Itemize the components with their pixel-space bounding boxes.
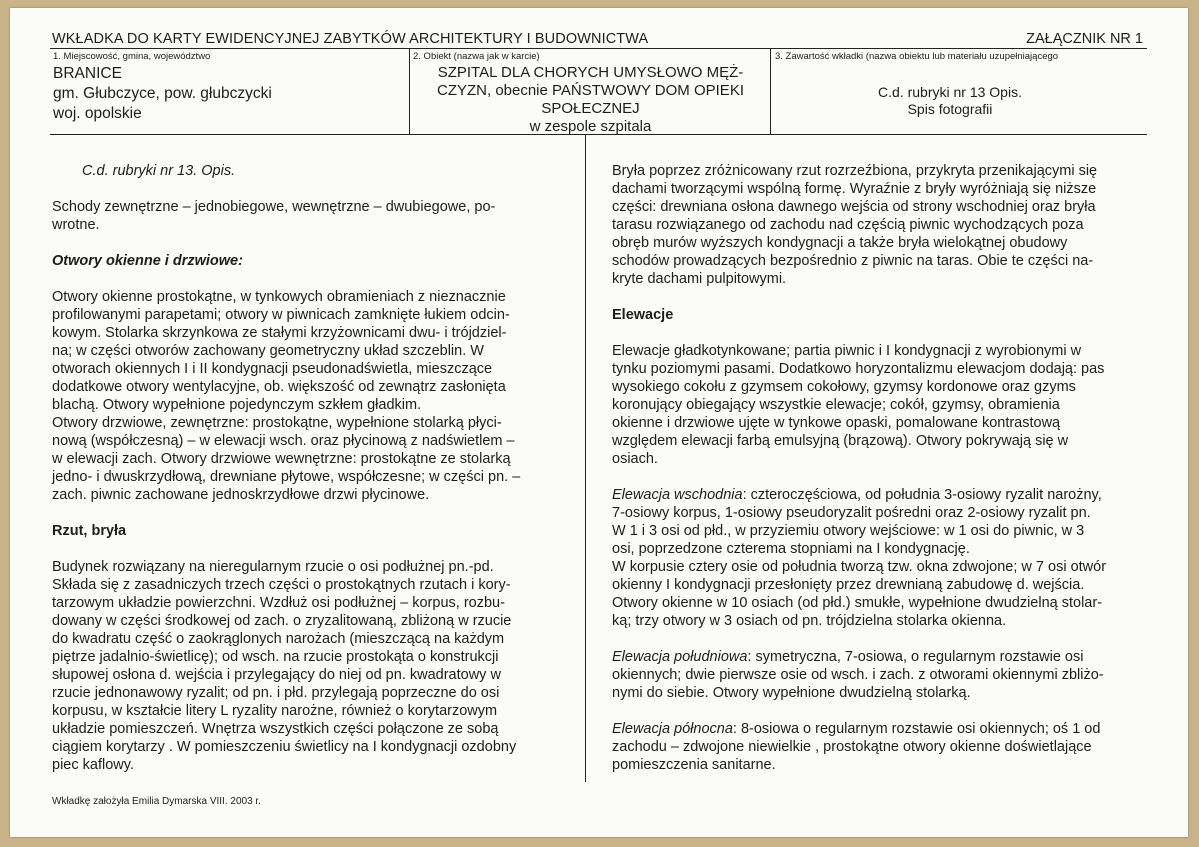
right-column: [612, 162, 1139, 774]
continuation-heading: C.d. rubryki nr 13. Opis.: [82, 163, 236, 179]
text-line: okienne i drzwiowe ujęte w tynkowe opaski, pomalowane kontrastową: [612, 415, 1061, 431]
object-line: SPOŁECZNEJ: [541, 100, 640, 117]
text-line: względem elewacji farbą emulsyjną (brązową). Otwory pokrywają się w: [612, 433, 1069, 449]
location-line: woj. opolskie: [53, 105, 142, 122]
text-line: części: drewniana osłona dawnego wejścia od strony wschodniej oraz bryła: [612, 199, 1096, 215]
openings-paragraph-1: [52, 288, 562, 414]
box1-caption: 1. Miejscowość, gmina, województwo: [53, 51, 211, 62]
text-line: dodatkowe otwory wentylacyjne, ob. większość od zewnątrz zasłonięta: [52, 379, 506, 395]
text-line: wrotne.: [52, 217, 100, 233]
text-line: nymi do siebie. Otwory wypełnione dwudzielną stolarką.: [612, 685, 971, 701]
text-line: pomieszczenia sanitarne.: [612, 757, 776, 773]
text-line: nową (współczesną) – w elewacji wsch. oraz płycinową z nadświetlem –: [52, 433, 515, 449]
text-line: [612, 486, 1139, 504]
text-line: Schody zewnętrzne – jednobiegowe, wewnętrzne – dwubiegowe, po-: [52, 199, 496, 215]
text-line: zach. piwnic zachowane jednoskrzydłowe drzwi płycinowe.: [52, 487, 430, 503]
stairs-paragraph: [52, 198, 562, 234]
text-line: piętrze jadalnio-świetlicę); od wsch. na rzucie prostokąta o konstrukcji: [52, 649, 499, 665]
box3-caption: 3. Zawartość wkładki (nazwa obiektu lub materiału uzupełniającego: [775, 51, 1059, 62]
text-line: W korpusie cztery osie od południa tworzą tzw. okna zdwojone; w 7 osi otwór: [612, 559, 1107, 575]
contents-cell: [775, 84, 1125, 118]
elevations-paragraph: [612, 342, 1139, 468]
text-line: ciągiem korytarzy . W pomieszczeniu świetlicy na I kondygnacji ozdobny: [52, 739, 517, 755]
east-elevation-label: Elewacja wschodnia: [612, 487, 743, 503]
south-elevation-label: Elewacja południowa: [612, 649, 748, 665]
text-line: w elewacji zach. Otwory drzwiowe wewnętrzne: prostokątne ze stolarką: [52, 451, 511, 467]
text-line: piec kaflowy.: [52, 757, 134, 773]
section-heading-plan: Rzut, bryła: [52, 523, 127, 539]
massing-paragraph: [612, 162, 1139, 288]
text-fragment: : 8-osiowa o regularnym rozstawie osi okiennych; oś 1 od: [732, 721, 1101, 737]
text-line: ką; trzy otwory w 3 osiach od pn. trójdzielna stolarka okienna.: [612, 613, 1007, 629]
text-line: na; w części otworów zachowany geometryczny układ szczeblin. W: [52, 343, 484, 359]
object-line: CZYZN, obecnie PAŃSTWOWY DOM OPIEKI: [436, 82, 744, 99]
text-line: okiennych; dwie pierwsze osie od wsch. i zach. z otworami okiennymi zbliżo-: [612, 667, 1104, 683]
text-line: otworach okiennych I i II kondygnacji pseudonadświetla, mieszczące: [52, 361, 493, 377]
text-line: do kwadratu część o zaokrąglonych narożach (mieszczącą na każdym: [52, 631, 505, 647]
header-separator-1: [409, 48, 410, 134]
document-title: WKŁADKA DO KARTY EWIDENCYJNEJ ZABYTKÓW ARCHITEKTURY I BUDOWNICTWA: [52, 31, 649, 47]
text-line: Budynek rozwiązany na nieregularnym rzucie o osi podłużnej pn.-pd.: [52, 559, 494, 575]
text-line: obręb murów wyższych kondygnacji a także bryła wielokątnej obudowy: [612, 235, 1068, 251]
text-line: okienny I kondygnacji przesłonięty przez drewnianą zabudowę d. wejścia.: [612, 577, 1085, 593]
text-line: tarasu rozwiązanego od zachodu nad częścią piwnic wychodzących poza: [612, 217, 1084, 233]
contents-line: C.d. rubryki nr 13 Opis.: [878, 84, 1022, 100]
text-line: [612, 648, 1139, 666]
contents-line: Spis fotografii: [907, 101, 993, 117]
text-line: zachodu – zdwojone niewielkie , prostokątne otwory okienne doświetlające: [612, 739, 1092, 755]
north-elevation-label: Elewacja północna: [612, 721, 733, 737]
section-heading-openings: Otwory okienne i drzwiowe:: [52, 253, 243, 269]
header-rule: [50, 48, 1147, 49]
text-line: profilowanymi parapetami; otwory w piwnicach zamknięte łukiem odcin-: [52, 307, 510, 323]
text-line: Otwory drzwiowe, zewnętrzne: prostokątne, wypełnione stolarką płyci-: [52, 415, 502, 431]
text-line: tynku poziomymi pasami. Dodatkowo horyzontalizmu elewacjom dodają: pas: [612, 361, 1105, 377]
text-line: Otwory okienne prostokątne, w tynkowych obramieniach z nieznacznie: [52, 289, 506, 305]
object-cell: [413, 64, 768, 136]
text-line: Składa się z zasadniczych trzech części o prostokątnych rzutach i kory-: [52, 577, 511, 593]
location-cell: [53, 64, 398, 124]
text-line: 7-osiowy korpus, 1-osiowy pseudoryzalit pośredni oraz 2-osiowy ryzalit pn.: [612, 505, 1091, 521]
annex-label: ZAŁĄCZNIK NR 1: [1026, 31, 1143, 47]
text-line: Bryła poprzez zróżnicowany rzut rozrzeźbiona, przykryta przenikającymi się: [612, 163, 1098, 179]
column-separator: [585, 134, 586, 782]
text-line: jedno- i dwuskrzydłową, drewniane płytowe, współczesne; w części pn. –: [52, 469, 521, 485]
plan-paragraph: [52, 558, 562, 774]
text-line: blachą. Otwory wypełnione pojedynczym szkłem gładkim.: [52, 397, 422, 413]
text-line: tarzowym układzie powierzchni. Wzdłuż osi podłużnej – korpus, rozbu-: [52, 595, 505, 611]
object-line: w zespole szpitala: [529, 118, 652, 135]
left-column: [52, 162, 562, 774]
text-line: rzucie jednonawowy ryzalit; od pn. i płd. przylegają poprzeczne do osi: [52, 685, 500, 701]
header-separator-2: [770, 48, 771, 134]
footer-note: Wkładkę założyła Emilia Dymarska VIII. 2003 r.: [52, 796, 261, 807]
text-line: korpusu, w kształcie litery L ryzality narożne, również o korytarzowym: [52, 703, 498, 719]
text-line: kowym. Stolarka skrzynkowa ze stałymi krzyżownicami dwu- i trójdziel-: [52, 325, 507, 341]
south-elevation-paragraph: [612, 648, 1139, 702]
text-line: dachami tworzącymi wspólną formę. Wyraźnie z bryły wyróżniają się niższe: [612, 181, 1097, 197]
text-line: [612, 720, 1139, 738]
box2-caption: 2. Obiekt (nazwa jak w karcie): [413, 51, 540, 62]
text-line: osiach.: [612, 451, 658, 467]
east-elevation-paragraph: [612, 486, 1139, 630]
location-line: BRANICE: [53, 65, 122, 82]
text-line: układzie pomieszczeń. Wnętrza wszystkich części połączone ze sobą: [52, 721, 499, 737]
text-line: osi, poprzedzone czterema stopniami na I kondygnację.: [612, 541, 970, 557]
text-line: słupowej osłona d. wejścia i przylegający do niej od pn. kwadratowy w: [52, 667, 501, 683]
text-line: W 1 i 3 osi od płd., w przyziemiu otwory wejściowe: w 1 osi do piwnic, w 3: [612, 523, 1085, 539]
object-line: SZPITAL DLA CHORYCH UMYSŁOWO MĘŻ-: [437, 64, 744, 81]
section-heading-elevations: Elewacje: [612, 307, 674, 323]
text-line: dowany w części środkowej od zach. o zryzalitowaną, zbliżoną w rzucie: [52, 613, 512, 629]
location-line: gm. Głubczyce, pow. głubczycki: [53, 85, 272, 102]
openings-paragraph-2: [52, 414, 562, 504]
north-elevation-paragraph: [612, 720, 1139, 774]
text-line: wysokiego cokołu z gzymsem cokołowy, gzymsy kordonowe oraz gzyms: [612, 379, 1076, 395]
text-line: koronujący obiegający wszystkie elewacje; cokół, gzymsy, obramienia: [612, 397, 1060, 413]
text-fragment: : czteroczęściowa, od południa 3-osiowy ryzalit narożny,: [742, 487, 1102, 503]
text-line: schodów prowadzących bezpośrednio z piwnic na taras. Obie te części na-: [612, 253, 1094, 269]
text-line: Otwory okienne w 10 osiach (od płd.) smukłe, wypełnione dwudzielną stolar-: [612, 595, 1103, 611]
text-fragment: : symetryczna, 7-osiowa, o regularnym rozstawie osi: [747, 649, 1084, 665]
text-line: Elewacje gładkotynkowane; partia piwnic i I kondygnacji z wyrobionymi w: [612, 343, 1082, 359]
text-line: kryte dachami pulpitowymi.: [612, 271, 787, 287]
